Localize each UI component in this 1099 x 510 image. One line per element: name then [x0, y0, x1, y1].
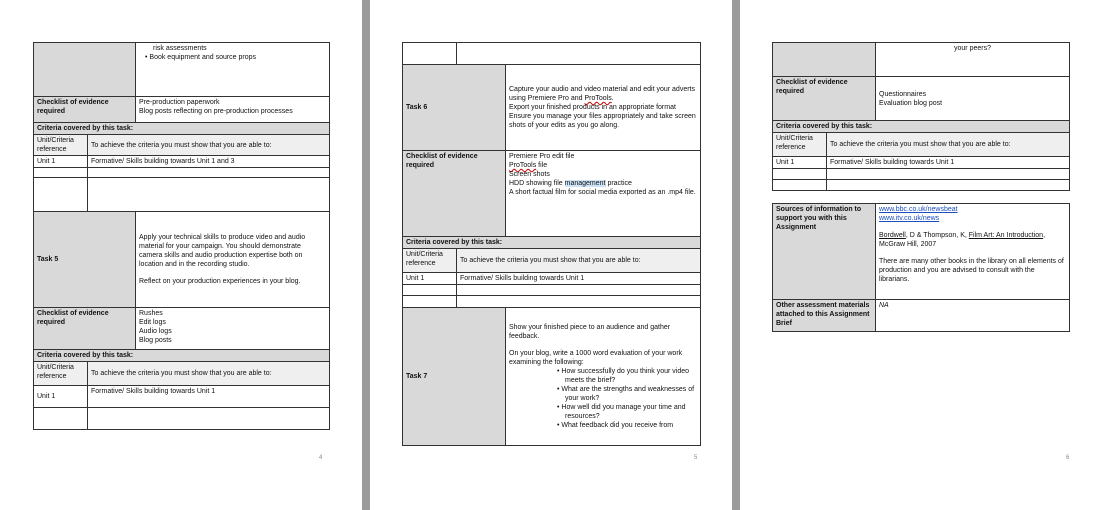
empty-cell: [34, 178, 88, 212]
achieve-column-header: To achieve the criteria you must show that you are able to:: [88, 135, 330, 156]
criteria-header: Criteria covered by this task:: [773, 121, 1070, 133]
evidence-item: ProTools file: [509, 162, 548, 169]
task-paragraph: On your blog, write a 1000 word evaluation of your work examining the following:: [509, 350, 683, 366]
checklist-label: Checklist of evidence required: [773, 77, 876, 121]
checklist-items: [506, 151, 701, 237]
other-materials-value: NA: [876, 300, 1070, 332]
empty-cell: [88, 178, 330, 212]
task-7-description: [506, 308, 701, 446]
bullet-item: • What feedback did you receive from: [557, 422, 674, 429]
page-4: [0, 0, 362, 510]
evidence-item: Questionnaires: [879, 90, 927, 98]
sources-table: [772, 203, 1070, 332]
unit-column-header: Unit/Criteria reference: [773, 133, 827, 157]
empty-cell: [34, 408, 88, 430]
source-link[interactable]: www.bbc.co.uk/newsbeat: [879, 206, 958, 213]
task-label-cell: [34, 43, 136, 97]
evidence-item: Blog posts reflecting on pre-production processes: [139, 108, 293, 115]
task-paragraph: Show your finished piece to an audience and gather feedback.: [509, 324, 671, 340]
unit-column-header: Unit/Criteria reference: [34, 135, 88, 156]
evidence-item: A short factual film for social media exported as an .mp4 file.: [509, 189, 696, 196]
task-description-cell: [136, 43, 330, 97]
text-line: risk assessments: [153, 45, 207, 52]
achieve-column-header: To achieve the criteria you must show that you are able to:: [457, 249, 701, 273]
checklist-label: Checklist of evidence required: [403, 151, 506, 237]
sources-list: [876, 204, 1070, 300]
unit-column-header: Unit/Criteria reference: [403, 249, 457, 273]
empty-cell: [457, 285, 701, 296]
empty-cell: [773, 180, 827, 191]
achieve-column-header: To achieve the criteria you must show that you are able to:: [827, 133, 1070, 157]
task-label-cell: [773, 43, 876, 77]
empty-cell: [827, 180, 1070, 191]
empty-cell: [403, 296, 457, 308]
bullet-item: • What are the strengths and weaknesses of your work?: [557, 386, 695, 402]
evidence-item: Rushes: [139, 310, 163, 317]
unit-cell: Unit 1: [34, 386, 88, 408]
task-7-label: Task 7: [403, 308, 506, 446]
sources-note: There are many other books in the library on all elements of production and you are advised to consult with the librarians.: [879, 258, 1064, 283]
task-paragraph: Reflect on your production experiences in your blog.: [139, 278, 301, 285]
task-paragraph: Apply your technical skills to produce video and audio material for your campaign. You should demonstrate camera skills and audio production expertise both on location and in the recording studio.: [139, 234, 306, 268]
task-line: Capture your audio and video material and edit your adverts using Premiere Pro and ProTools.: [509, 86, 695, 102]
evidence-item: Premiere Pro edit file: [509, 153, 575, 160]
criteria-text-cell: Formative/ Skills building towards Unit 1: [827, 157, 1070, 169]
empty-cell: [773, 169, 827, 180]
page-5: [370, 0, 732, 510]
checklist-label: Checklist of evidence required: [34, 97, 136, 123]
evidence-item: Audio logs: [139, 328, 172, 335]
evidence-item: Blog posts: [139, 337, 172, 344]
other-materials-label: Other assessment materials attached to this Assignment Brief: [773, 300, 876, 332]
task-description-cell: your peers?: [876, 43, 1070, 77]
evidence-item: Pre-production paperwork: [139, 99, 220, 106]
assignment-table: [402, 42, 701, 446]
task-5-description: [136, 212, 330, 308]
evidence-item: Edit logs: [139, 319, 166, 326]
checklist-items: [136, 97, 330, 123]
source-link[interactable]: www.itv.co.uk/news: [879, 215, 940, 222]
unit-cell: Unit 1: [773, 157, 827, 169]
criteria-header: Criteria covered by this task:: [34, 350, 330, 362]
empty-cell: [34, 168, 88, 178]
evidence-item: HDD showing file management practice: [509, 180, 632, 187]
empty-cell: [827, 169, 1070, 180]
criteria-text-cell: Formative/ Skills building towards Unit 1: [457, 273, 701, 285]
bullet-item: • How well did you manage your time and resources?: [557, 404, 686, 420]
unit-cell: Unit 1: [403, 273, 457, 285]
bullet-item: • How successfully do you think your video meets the brief?: [557, 368, 690, 384]
book-reference: Bordwell, D & Thompson, K, Film Art: An Introduction, McGraw Hill, 2007: [879, 232, 1046, 248]
checklist-items: [876, 77, 1070, 121]
task-6-description: [506, 65, 701, 151]
empty-cell: [457, 43, 701, 65]
page-number: 6: [1066, 455, 1070, 461]
unit-cell: Unit 1: [34, 156, 88, 168]
sources-label: Sources of information to support you with this Assignment: [773, 204, 876, 300]
achieve-column-header: To achieve the criteria you must show that you are able to:: [88, 362, 330, 386]
checklist-items: [136, 308, 330, 350]
criteria-text-cell: Formative/ Skills building towards Unit 1: [88, 386, 330, 408]
evidence-item: Screen shots: [509, 171, 550, 178]
bullet-item: • Book equipment and source props: [145, 54, 257, 61]
page-6: [740, 0, 1099, 510]
checklist-label: Checklist of evidence required: [34, 308, 136, 350]
task-line: Ensure you manage your files appropriately and take screen shots of your edits as you go along.: [509, 113, 696, 129]
task-line: Export your finished products in an appropriate format: [509, 104, 676, 111]
page-number: 5: [694, 455, 698, 461]
unit-column-header: Unit/Criteria reference: [34, 362, 88, 386]
empty-cell: [88, 408, 330, 430]
empty-cell: [457, 296, 701, 308]
empty-cell: [88, 168, 330, 178]
empty-cell: [403, 285, 457, 296]
task-6-label: Task 6: [403, 65, 506, 151]
criteria-text-cell: Formative/ Skills building towards Unit 1 and 3: [88, 156, 330, 168]
assignment-table: [772, 42, 1070, 191]
assignment-table: [33, 42, 330, 430]
criteria-header: Criteria covered by this task:: [403, 237, 701, 249]
empty-cell: [403, 43, 457, 65]
task-5-label: Task 5: [34, 212, 136, 308]
page-number: 4: [319, 455, 323, 461]
criteria-header: Criteria covered by this task:: [34, 123, 330, 135]
evidence-item: Evaluation blog post: [879, 99, 943, 107]
